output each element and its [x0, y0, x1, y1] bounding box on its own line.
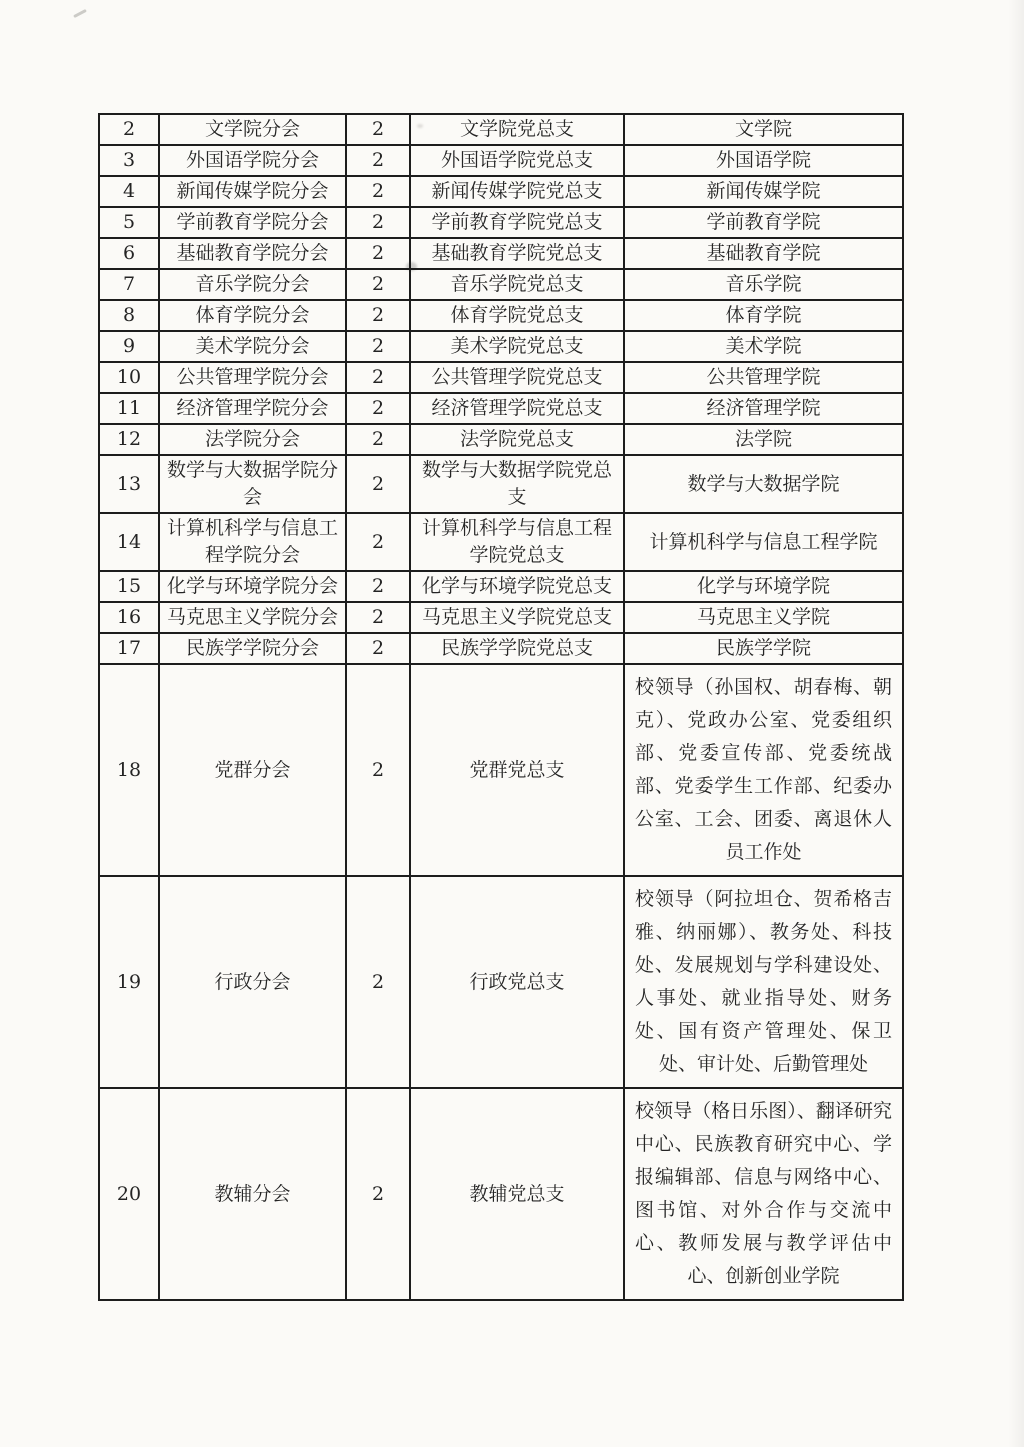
cell-unit: 新闻传媒学院	[624, 176, 903, 207]
table-row	[99, 633, 903, 664]
table-row	[99, 331, 903, 362]
cell-row-number: 8	[99, 300, 159, 331]
cell-row-number: 19	[99, 876, 159, 1088]
cell-count: 2	[346, 269, 410, 300]
scan-scratch-mark	[73, 9, 87, 18]
cell-branch-name: 学前教育学院分会	[159, 207, 346, 238]
cell-party-branch: 外国语学院党总支	[410, 145, 624, 176]
cell-party-branch: 党群党总支	[410, 664, 624, 876]
cell-row-number: 2	[99, 114, 159, 145]
table-row	[99, 145, 903, 176]
cell-party-branch: 行政党总支	[410, 876, 624, 1088]
cell-branch-name: 新闻传媒学院分会	[159, 176, 346, 207]
cell-party-branch: 马克思主义学院党总支	[410, 602, 624, 633]
cell-count: 2	[346, 424, 410, 455]
cell-row-number: 9	[99, 331, 159, 362]
cell-party-branch: 新闻传媒学院党总支	[410, 176, 624, 207]
cell-unit: 校领导（格日乐图）、翻译研究中心、民族教育研究中心、学报编辑部、信息与网络中心、图书馆、对外合作与交流中心、教师发展与教学评估中心、创新创业学院	[624, 1088, 903, 1300]
cell-branch-name: 文学院分会	[159, 114, 346, 145]
cell-count: 2	[346, 455, 410, 513]
table-body	[99, 114, 903, 1300]
cell-party-branch: 学前教育学院党总支	[410, 207, 624, 238]
cell-unit: 文学院	[624, 114, 903, 145]
cell-party-branch: 数学与大数据学院党总支	[410, 455, 624, 513]
cell-party-branch: 美术学院党总支	[410, 331, 624, 362]
table-row	[99, 876, 903, 1088]
cell-branch-name: 公共管理学院分会	[159, 362, 346, 393]
table-row	[99, 300, 903, 331]
cell-row-number: 6	[99, 238, 159, 269]
cell-unit: 体育学院	[624, 300, 903, 331]
cell-row-number: 4	[99, 176, 159, 207]
cell-party-branch: 基础教育学院党总支	[410, 238, 624, 269]
cell-party-branch: 体育学院党总支	[410, 300, 624, 331]
cell-branch-name: 基础教育学院分会	[159, 238, 346, 269]
table-row	[99, 114, 903, 145]
cell-row-number: 20	[99, 1088, 159, 1300]
cell-branch-name: 化学与环境学院分会	[159, 571, 346, 602]
cell-branch-name: 行政分会	[159, 876, 346, 1088]
table-row	[99, 238, 903, 269]
cell-unit: 民族学学院	[624, 633, 903, 664]
cell-party-branch: 化学与环境学院党总支	[410, 571, 624, 602]
cell-unit: 经济管理学院	[624, 393, 903, 424]
cell-unit: 基础教育学院	[624, 238, 903, 269]
cell-unit: 校领导（孙国权、胡春梅、朝克）、党政办公室、党委组织部、党委宣传部、党委统战部、党委学生工作部、纪委办公室、工会、团委、离退休人员工作处	[624, 664, 903, 876]
cell-unit: 学前教育学院	[624, 207, 903, 238]
cell-unit: 计算机科学与信息工程学院	[624, 513, 903, 571]
table-row	[99, 513, 903, 571]
cell-unit: 外国语学院	[624, 145, 903, 176]
cell-branch-name: 体育学院分会	[159, 300, 346, 331]
cell-row-number: 10	[99, 362, 159, 393]
cell-row-number: 7	[99, 269, 159, 300]
cell-unit: 音乐学院	[624, 269, 903, 300]
cell-count: 2	[346, 145, 410, 176]
cell-unit: 马克思主义学院	[624, 602, 903, 633]
cell-row-number: 16	[99, 602, 159, 633]
cell-count: 2	[346, 513, 410, 571]
cell-count: 2	[346, 114, 410, 145]
table-row	[99, 424, 903, 455]
cell-branch-name: 音乐学院分会	[159, 269, 346, 300]
table-row	[99, 362, 903, 393]
cell-branch-name: 美术学院分会	[159, 331, 346, 362]
cell-row-number: 14	[99, 513, 159, 571]
cell-branch-name: 教辅分会	[159, 1088, 346, 1300]
cell-row-number: 5	[99, 207, 159, 238]
cell-count: 2	[346, 176, 410, 207]
cell-party-branch: 音乐学院党总支	[410, 269, 624, 300]
cell-row-number: 15	[99, 571, 159, 602]
cell-row-number: 18	[99, 664, 159, 876]
cell-party-branch: 教辅党总支	[410, 1088, 624, 1300]
cell-row-number: 17	[99, 633, 159, 664]
cell-branch-name: 数学与大数据学院分会	[159, 455, 346, 513]
cell-unit: 公共管理学院	[624, 362, 903, 393]
cell-count: 2	[346, 602, 410, 633]
cell-party-branch: 计算机科学与信息工程学院党总支	[410, 513, 624, 571]
cell-unit: 数学与大数据学院	[624, 455, 903, 513]
union-branch-table	[98, 113, 904, 1301]
cell-count: 2	[346, 393, 410, 424]
table-row	[99, 602, 903, 633]
cell-party-branch: 法学院党总支	[410, 424, 624, 455]
table-row	[99, 176, 903, 207]
cell-count: 2	[346, 664, 410, 876]
table-row	[99, 455, 903, 513]
table-row	[99, 664, 903, 876]
cell-branch-name: 外国语学院分会	[159, 145, 346, 176]
cell-row-number: 13	[99, 455, 159, 513]
cell-unit: 校领导（阿拉坦仓、贺希格吉雅、纳丽娜）、教务处、科技处、发展规划与学科建设处、人事处、就业指导处、财务处、国有资产管理处、保卫处、审计处、后勤管理处	[624, 876, 903, 1088]
cell-branch-name: 法学院分会	[159, 424, 346, 455]
cell-row-number: 11	[99, 393, 159, 424]
cell-party-branch: 公共管理学院党总支	[410, 362, 624, 393]
cell-row-number: 3	[99, 145, 159, 176]
table-row	[99, 207, 903, 238]
cell-branch-name: 民族学学院分会	[159, 633, 346, 664]
cell-unit: 化学与环境学院	[624, 571, 903, 602]
cell-party-branch: 经济管理学院党总支	[410, 393, 624, 424]
table-row	[99, 393, 903, 424]
cell-branch-name: 党群分会	[159, 664, 346, 876]
table-row	[99, 571, 903, 602]
cell-count: 2	[346, 207, 410, 238]
table-row	[99, 1088, 903, 1300]
cell-count: 2	[346, 362, 410, 393]
cell-party-branch: 民族学学院党总支	[410, 633, 624, 664]
cell-count: 2	[346, 876, 410, 1088]
cell-party-branch: 文学院党总支	[410, 114, 624, 145]
table-row	[99, 269, 903, 300]
cell-count: 2	[346, 300, 410, 331]
cell-branch-name: 经济管理学院分会	[159, 393, 346, 424]
cell-count: 2	[346, 571, 410, 602]
cell-unit: 法学院	[624, 424, 903, 455]
cell-count: 2	[346, 1088, 410, 1300]
cell-branch-name: 计算机科学与信息工程学院分会	[159, 513, 346, 571]
cell-branch-name: 马克思主义学院分会	[159, 602, 346, 633]
cell-unit: 美术学院	[624, 331, 903, 362]
cell-count: 2	[346, 633, 410, 664]
cell-row-number: 12	[99, 424, 159, 455]
cell-count: 2	[346, 331, 410, 362]
cell-count: 2	[346, 238, 410, 269]
